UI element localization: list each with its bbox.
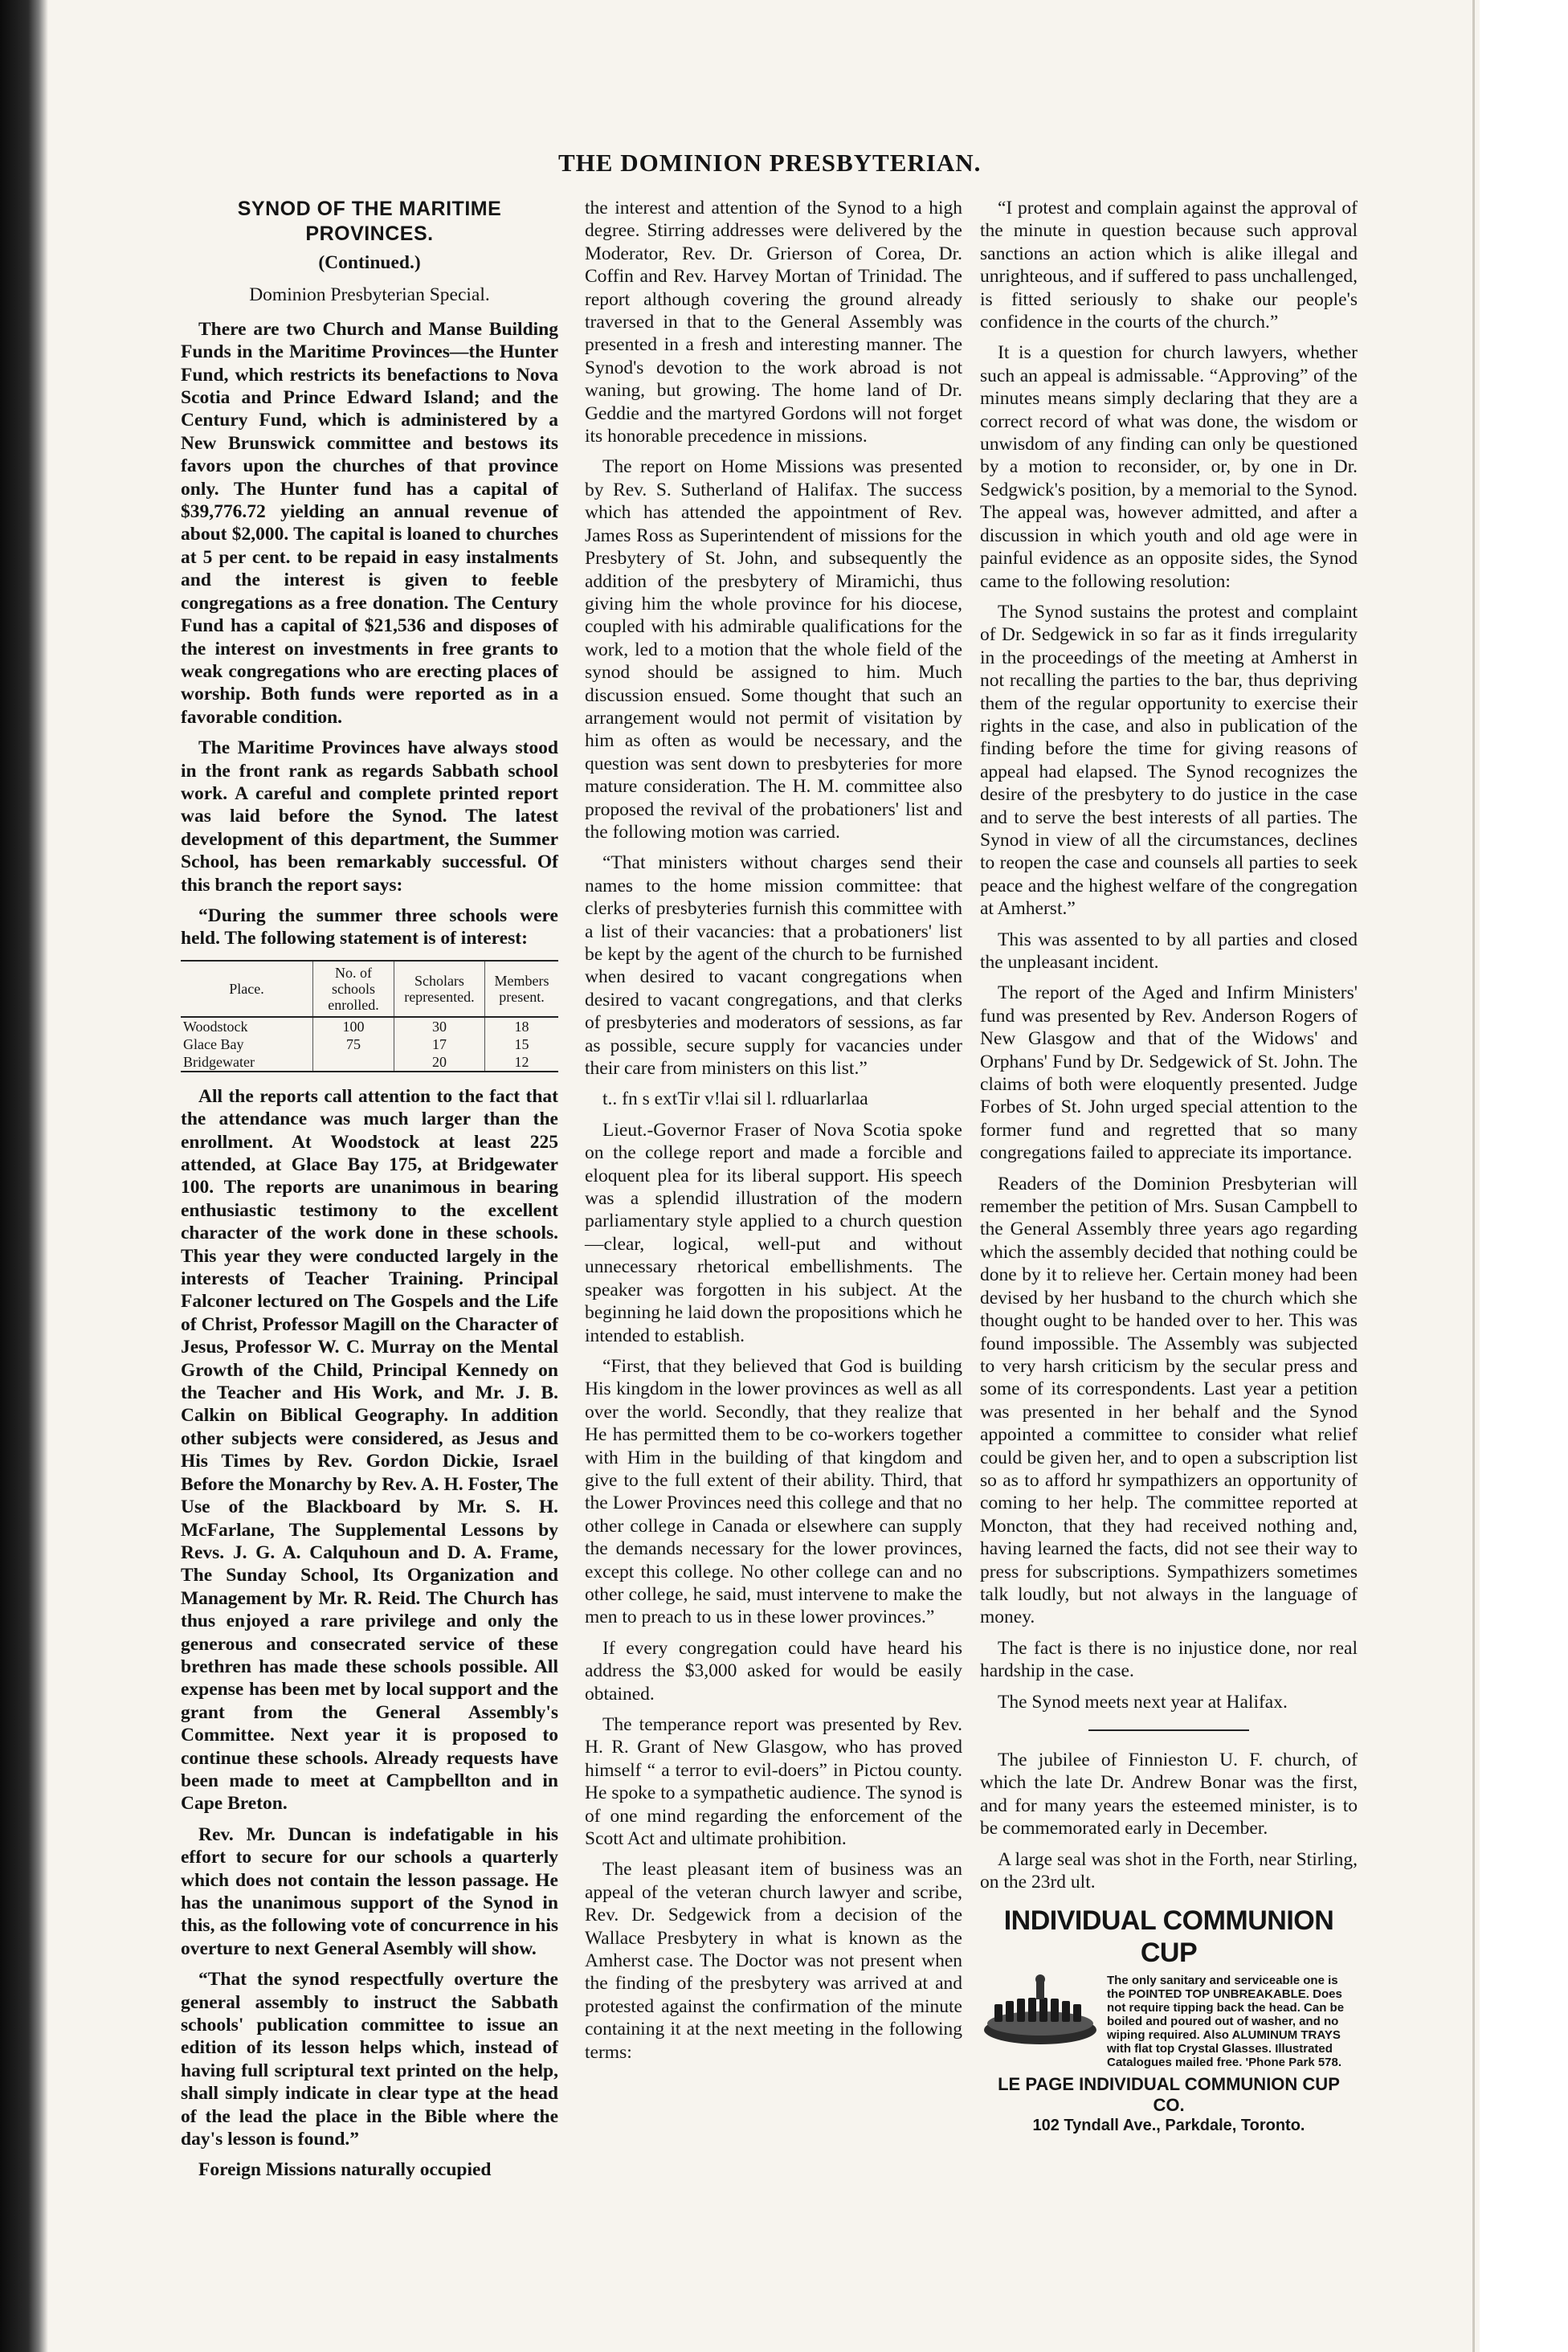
paragraph: A large seal was shot in the Forth, near Stirling, on the 23rd ult.: [980, 1848, 1358, 1893]
communion-cup-advertisement: [980, 1905, 1358, 2135]
paragraph: This was assented to by all parties and closed the unpleasant incident.: [980, 929, 1358, 973]
page-border: [1472, 0, 1475, 2352]
table-cell: Bridgewater: [181, 1053, 313, 1072]
paragraph: It is a question for church lawyers, whether such an appeal is admissable. “Approving” of the minutes means simply declaring that they are a correct record of what was done, the wisdom or unwisdom of any finding can only be questioned by a motion to reconsider, or, by one in Dr. Sedgwick's position, by a memorial to the Synod. The appeal was, however admitted, and after a discussion in which youth and old age were in painful evidence as an opposite sides, the Synod came to the following resolution:: [980, 342, 1358, 592]
column-2: [585, 197, 962, 2072]
paragraph: Lieut.-Governor Fraser of Nova Scotia spoke on the college report and made a forcible and eloquent plea for its liberal support. His speech was a splendid illustration of the modern parliamentary style applied to a church question—clear, logical, well-put and without unnecessary rhetorical embellishments. The speaker was forgotten in his subject. At the beginning he laid down the propositions which he intended to establish.: [585, 1119, 962, 1346]
table-cell: Woodstock: [183, 1018, 248, 1035]
column-3: [980, 197, 1358, 2135]
paragraph: Readers of the Dominion Presbyterian will remember the petition of Mrs. Susan Campbell to the General Assembly three years ago regarding which the assembly decided that nothing could be done by it to relieve her. Certain money had been devised by her husband to the church which she thought ought to be handed over to her. This was found impossible. The Assembly was subjected to very harsh criticism by the secular press and some of its correspondents. Last year a petition was presented in her behalf and the Synod appointed a committee to consider what relief could be given her, and to open a subscription list so as to afford hr sympathizers an opportunity of coming to her help. The committee reported at Moncton, that they had received nothing and, having learned the facts, did not see their way to press for subscriptions. Sympathizers sometimes talk loudly, but not always in the language of money.: [980, 1173, 1358, 1628]
ad-address: 102 Tyndall Ave., Parkdale, Toronto.: [1032, 2117, 1305, 2135]
page-margin-right: [1480, 0, 1568, 2352]
binding-shadow: [0, 0, 48, 2352]
table-cell: 20: [394, 1053, 484, 1072]
table-cell: 30: [394, 1017, 484, 1035]
paragraph: “During the summer three schools were held. The following statement is of interest:: [181, 904, 558, 949]
table-cell: 18: [484, 1017, 558, 1035]
ad-description: The only sanitary and serviceable one is the POINTED TOP UNBREAKABLE. Does not require tipping back the head. Can be boiled and poured out of washer, and no wiping required. Also ALUMINUM TRAYS with flat top Crystal Glasses. Illustrated Catalogues mailed free. 'Phone Park 578.: [1107, 1974, 1345, 2070]
paragraph: All the reports call attention to the fact that the attendance was much larger than the enrollment. At Woodstock at least 225 attended, at Glace Bay 175, at Bridgewater 100. The reports are unanimous in bearing enthusiastic testimony to the excellent character of the work done in these schools. This year they were conducted largely in the interests of Teacher Training. Principal Falconer lectured on The Gospels and the Life of Christ, Professor Magill on the Character of Jesus, Professor W. C. Murray on the Mental Growth of the Child, Principal Kennedy on the Teacher and His Work, and Mr. J. B. Calkin on Biblical Geography. In addition other subjects were considered, as Jesus and His Times by Rev. Gordon Dickie, Israel Before the Monarchy by Rev. A. H. Foster, The Use of the Blackboard by Mr. S. H. McFarlane, The Supplemental Lessons by Revs. J. G. A. Calquhoun and D. A. Frame, The Sunday School, Its Organization and Management by Mr. R. Reid. The Church has thus enjoyed a rare privilege and only the generous and consecrated service of these brethren has made these schools possible. All expense has been met by local support and the grant from the General Assembly's Committee. Next year it is proposed to continue these schools. Already requests have been made to meet at Campbellton and in Cape Breton.: [181, 1085, 558, 1815]
column-1: [181, 197, 558, 2190]
continued-note: (Continued.): [318, 252, 421, 273]
ad-body: [980, 1974, 1358, 2069]
table-cell: 100: [313, 1017, 394, 1035]
paragraph: The temperance report was presented by Rev. H. R. Grant of New Glasgow, who has proved himself “ a terror to evil-doers” in Pictou county. He spoke to a sympathetic audience. The synod is of one mind regarding the enforcement of the Scott Act and ultimate prohibition.: [585, 1714, 962, 1850]
table-cell: 75: [313, 1035, 394, 1053]
ad-title: INDIVIDUAL COMMUNION CUP: [1003, 1905, 1334, 1969]
table-header-row: [181, 961, 558, 1017]
table-cell: Glace Bay: [183, 1035, 244, 1052]
paragraph: The jubilee of Finnieston U. F. church, of which the late Dr. Andrew Bonar was the first, and for many years the esteemed minister, is to be commemorated early in December.: [980, 1750, 1358, 1840]
article-heading: SYNOD OF THE MARITIME PROVINCES.: [237, 198, 502, 245]
paragraph: Foreign Missions naturally occupied: [198, 2159, 492, 2181]
table-header: Place.: [181, 961, 313, 1017]
table-header: No. of schools enrolled.: [313, 961, 394, 1017]
table-cell: [313, 1053, 394, 1072]
table-row: [181, 1053, 558, 1072]
paragraph: The fact is there is no injustice done, nor real hardship in the case.: [980, 1637, 1358, 1682]
divider: [1088, 1729, 1249, 1731]
paragraph: There are two Church and Manse Building Funds in the Maritime Provinces—the Hunter Fund, which restricts its benefactions to Nova Scotia and Prince Edward Island; and the Century Fund, which is administered by a New Brunswick committee and bestows its favors upon the churches of that province only. The Hunter fund has a capital of $39,776.72 yielding an annual revenue of about $2,000. The capital is loaned to churches at 5 per cent. to be repaid in easy instalments and the interest is given to feeble congregations as a free donation. The Century Fund has a capital of $21,536 and disposes of the interest on investments in free grants to weak congregations who are erecting places of worship. Both funds were reported as in a favorable condition.: [181, 318, 558, 728]
paragraph: “That the synod respectfully overture the general assembly to instruct the Sabbath schools' publication committee to issue an edition of its lesson helps which, instead of having full scriptural text printed on the help, shall simply indicate in clear type at the head of the lead the place in the Bible where the day's lesson is found.”: [181, 1969, 558, 2150]
paragraph: The report on Home Missions was presented by Rev. S. Sutherland of Halifax. The success which has attended the appointment of Rev. James Ross as Superintendent of missions for the Presbytery of St. John, and subsequently the addition of the presbytery of Miramichi, thus giving him the whole province for his diocese, coupled with his admirable qualifications for the work, led to a motion that the whole field of the synod should be assigned to him. Much discussion ensued. Some thought that such an arrangement would not permit of visitation by him as often as would be necessary, and the question was sent down to presbyteries for more mature consideration. The H. M. committee also proposed the revival of the probationers' list and the following motion was carried.: [585, 456, 962, 843]
paragraph: The Synod sustains the protest and complaint of Dr. Sedgewick in so far as it finds irregularity in the proceedings of the meeting at Amherst in not recalling the parties to the bar, thus depriving them of the regular opportunity to exercise their rights in the case, and also in publication of the finding before the time for giving reasons of appeal had elapsed. The Synod recognizes the desire of the presbytery to do justice in the case and to serve the best interests of all parties. The Synod in view of all the circumstances, declines to reopen the case and counsels all parties to seek peace and the highest welfare of the congregation at Amherst.”: [980, 601, 1358, 920]
summer-school-table: [181, 960, 558, 1072]
table-cell: 15: [484, 1035, 558, 1053]
paragraph: If every congregation could have heard his address the $3,000 asked for would be easily obtained.: [585, 1637, 962, 1705]
paragraph: “That ministers without charges send their names to the home mission committee: that clerks of presbyteries furnish this committee with a list of their vacancies: that a probationers' list be kept by the agent of the church to be furnished when desired to vacant congregations when desired to vacant congregations, and that clerks of presbyteries and moderators of sessions, as far as possible, secure supply for vacancies under their care from ministers on this list.”: [585, 852, 962, 1080]
table-cell: 12: [484, 1053, 558, 1072]
table-header: Scholars represented.: [394, 961, 484, 1017]
byline: Dominion Presbyterian Special.: [249, 284, 490, 306]
paragraph: “I protest and complain against the approval of the minute in question because such approval sanctions an action which is alike illegal and unrighteous, and if suffered to pass unchallenged, is fitted seriously to shake our people's confidence in the courts of the church.”: [980, 198, 1358, 333]
table-header: Members present.: [484, 961, 558, 1017]
paragraph: The least pleasant item of business was an appeal of the veteran church lawyer and scribe, Rev. Dr. Sedgewick from a decision of the Wallace Presbytery in what is known as the Amherst case. The Doctor was not present when the finding of the presbytery was arrived at and protested against the confirmation of the minute containing it at the next meeting in the following terms:: [585, 1859, 962, 2063]
ad-company: LE PAGE INDIVIDUAL COMMUNION CUP CO.: [998, 2074, 1340, 2116]
running-head: THE DOMINION PRESBYTERIAN.: [558, 149, 982, 177]
paragraph: the interest and attention of the Synod to a high degree. Stirring addresses were delivered by the Moderator, Rev. Dr. Grierson of Corea, Dr. Coffin and Rev. Harvey Mortan of Trinidad. The report although covering the ground already traversed in that to the General Assembly was presented in a fresh and interesting manner. The Synod's devotion to the work abroad is not waning, but growing. The home land of Dr. Geddie and the martyred Gordons will not forget its honorable precedence in missions.: [585, 198, 962, 447]
paragraph: “First, that they believed that God is building His kingdom in the lower provinces as well as all over the world. Secondly, that they realize that He has permitted them to be co-workers together with Him in the building of that kingdom and give to the full extent of their ability. Third, that the Lower Provinces need this college and that no other college in Canada or elsewhere can supply the demands necessary for the lower provinces, except this college. No other college can and no other college, he said, must intervene to make the men to preach to us in these lower provinces.”: [585, 1355, 962, 1628]
table-row: [181, 1035, 558, 1053]
paragraph: Rev. Mr. Duncan is indefatigable in his effort to secure for our schools a quarterly which does not contain the lesson passage. He has the unanimous support of the Synod in this, as the following vote of concurrence in his overture to next General Asembly will show.: [181, 1823, 558, 1959]
paragraph: The Maritime Provinces have always stood in the front rank as regards Sabbath school work. A careful and complete printed report was laid before the Synod. The latest development of this department, the Summer School, has been remarkably successful. Of this branch the report says:: [181, 737, 558, 896]
table-row: [181, 1017, 558, 1035]
communion-tray-illustration: [980, 1974, 1100, 2050]
paragraph: The Synod meets next year at Halifax.: [998, 1691, 1288, 1713]
table-cell: 17: [394, 1035, 484, 1053]
paragraph: t.. fn s extTir v!lai sil l. rdluarlarlaa: [602, 1088, 868, 1110]
paragraph: The report of the Aged and Infirm Ministers' fund was presented by Rev. Anderson Rogers of New Glasgow and that of the Widows' and Orphans' Fund by Dr. Sedgewick of St. John. The claims of both were eloquently presented. Judge Forbes of St. John urged special attention to the former fund and regretted that so many congregations failed to appreciate its importance.: [980, 982, 1358, 1164]
